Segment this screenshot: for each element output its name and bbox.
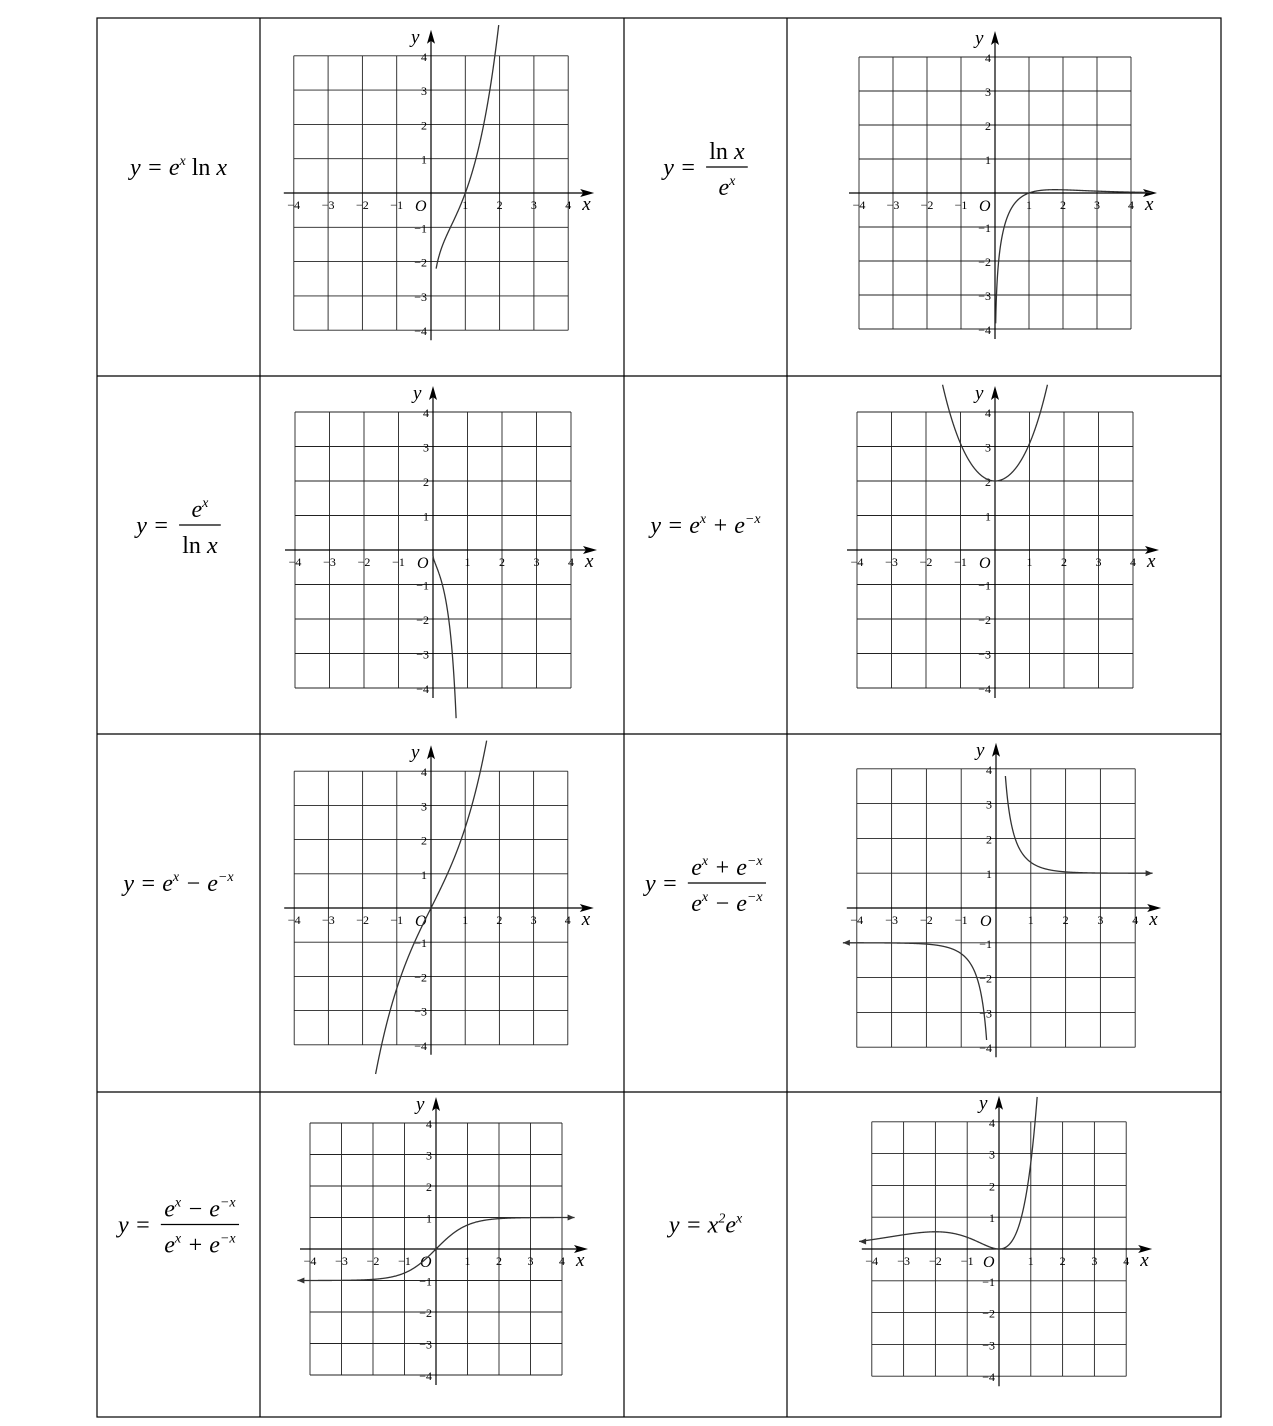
x-tick-label: −4 (303, 1254, 317, 1268)
superscript: x (701, 890, 709, 905)
y-tick-label: −4 (978, 682, 991, 696)
superscript: x (202, 496, 209, 511)
y-tick-label: −1 (414, 936, 427, 951)
row2-left-graph (285, 383, 597, 718)
x-tick-label: −1 (390, 913, 404, 927)
x-tick-label: 3 (533, 555, 540, 569)
x-tick-label: −3 (886, 198, 900, 212)
formula-numerator (191, 496, 209, 523)
formula-text (667, 1212, 743, 1239)
formula-part: − e (181, 1196, 220, 1223)
formula-part: ln (185, 155, 217, 181)
y-tick-label: −3 (979, 1006, 992, 1021)
formula-part: ln (709, 139, 734, 165)
y-tick-label: 4 (986, 762, 992, 777)
y-tick-label: −1 (414, 221, 427, 236)
x-tick-label: 4 (1132, 913, 1139, 927)
y-tick-label: 1 (989, 1211, 995, 1226)
curve-arrowhead (568, 1215, 575, 1221)
x-tick-label: 3 (530, 198, 537, 212)
y-tick-label: 4 (426, 1117, 432, 1131)
formula-part: + e (708, 855, 747, 881)
y-tick-label: −3 (419, 1337, 432, 1352)
y-tick-label: −4 (979, 1041, 992, 1056)
curve-arrowhead (843, 940, 850, 946)
y-tick-label: 3 (989, 1147, 995, 1162)
x-tick-label: −1 (954, 198, 968, 212)
row3-left-formula (121, 870, 234, 897)
y-axis-label: y (975, 383, 984, 404)
formula-part: x (216, 155, 228, 181)
y-tick-label: 4 (989, 1115, 995, 1130)
x-tick-label: −4 (865, 1254, 879, 1268)
origin-label: O (979, 555, 991, 572)
row2-left-formula (134, 496, 221, 559)
row4-right-formula (667, 1212, 743, 1239)
x-tick-label: −2 (366, 1254, 380, 1268)
formula-part: e (725, 1212, 736, 1239)
x-tick-label: 2 (496, 913, 503, 927)
x-tick-label: −1 (954, 913, 968, 927)
x-axis-label: x (1140, 1250, 1149, 1271)
row1-right-graph (849, 28, 1157, 339)
x-tick-label: 1 (1026, 198, 1032, 212)
formula-part: y = e (129, 155, 180, 181)
formula-part: x (206, 533, 218, 559)
y-tick-label: 4 (421, 765, 427, 780)
table-border (97, 18, 1221, 1417)
x-tick-label: −3 (885, 555, 898, 569)
y-tick-label: 4 (421, 49, 427, 64)
x-tick-label: 2 (1060, 198, 1066, 212)
formula-denominator (718, 174, 736, 201)
x-tick-label: 3 (1097, 913, 1104, 927)
x-tick-label: 3 (527, 1254, 534, 1268)
y-tick-label: −2 (416, 613, 429, 627)
y-axis-label: y (976, 739, 985, 761)
row1-left-graph (284, 25, 594, 340)
x-tick-label: 4 (1128, 198, 1134, 212)
x-tick-label: 2 (1062, 913, 1069, 927)
row1-left-formula (128, 154, 227, 181)
x-tick-label: 4 (1123, 1254, 1130, 1268)
curve-arrowhead (859, 1238, 866, 1244)
x-tick-label: 3 (1095, 555, 1102, 569)
origin-label: O (415, 198, 427, 215)
x-tick-label: −2 (929, 1254, 942, 1268)
x-tick-label: −2 (920, 913, 933, 927)
superscript: x (174, 1231, 182, 1247)
y-axis-label: y (413, 383, 422, 404)
x-tick-label: 4 (1130, 555, 1136, 569)
y-tick-label: −3 (982, 1338, 995, 1353)
x-tick-label: 1 (462, 913, 469, 927)
superscript: 2 (718, 1211, 726, 1227)
y-tick-label: −1 (416, 578, 429, 593)
x-tick-label: −2 (357, 555, 371, 569)
x-tick-label: 1 (1026, 555, 1033, 569)
x-tick-label: 1 (1027, 913, 1034, 927)
formula-text (648, 512, 761, 539)
y-tick-label: −4 (982, 1370, 995, 1385)
superscript: −x (219, 1231, 236, 1247)
superscript: −x (746, 854, 763, 869)
row3-left-graph (284, 741, 594, 1074)
y-tick-label: −3 (414, 1004, 427, 1019)
y-tick-label: −1 (982, 1274, 995, 1289)
y-tick-label: −4 (419, 1369, 432, 1383)
y-tick-label: −4 (416, 682, 429, 696)
y-tick-label: 3 (421, 84, 427, 99)
row3-right-formula (643, 854, 766, 917)
x-tick-label: −2 (356, 913, 369, 927)
x-tick-label: −3 (897, 1254, 910, 1268)
y-tick-label: −2 (978, 255, 991, 269)
x-tick-label: −4 (850, 913, 864, 927)
y-tick-label: 3 (986, 797, 992, 812)
formula-part: e (718, 175, 730, 201)
x-tick-label: 1 (464, 1254, 471, 1268)
x-tick-label: 2 (496, 1254, 502, 1268)
formula-lhs: y = (663, 155, 697, 181)
y-tick-label: −4 (414, 324, 427, 339)
formula-part: − e (179, 871, 218, 897)
formula-denominator (164, 1232, 236, 1259)
row1-right-formula (661, 139, 748, 201)
x-tick-label: −4 (852, 198, 866, 212)
x-tick-label: 1 (1027, 1254, 1034, 1268)
function-curve (1005, 776, 1152, 873)
x-tick-label: −4 (287, 198, 301, 212)
y-axis-label: y (411, 742, 420, 764)
origin-label: O (979, 198, 991, 215)
y-tick-label: 1 (985, 153, 991, 167)
y-tick-label: 1 (986, 867, 992, 882)
x-axis-label: x (1145, 194, 1154, 215)
x-tick-label: 3 (530, 913, 537, 927)
x-tick-label: −1 (954, 555, 967, 569)
y-tick-label: 4 (985, 51, 991, 65)
y-tick-label: 2 (985, 475, 991, 489)
x-tick-label: 4 (565, 198, 572, 212)
y-tick-label: 1 (423, 509, 429, 524)
formula-part: y = e (650, 513, 700, 539)
y-tick-label: −2 (979, 971, 992, 986)
y-tick-label: 2 (423, 475, 429, 489)
x-tick-label: −4 (288, 555, 302, 569)
function-curve (433, 556, 456, 718)
y-tick-label: −2 (414, 255, 427, 270)
superscript: x (699, 512, 707, 527)
x-tick-label: −3 (335, 1254, 348, 1268)
y-tick-label: −3 (978, 647, 991, 662)
y-tick-label: 1 (421, 867, 427, 882)
superscript: x (174, 1195, 182, 1211)
origin-label: O (980, 913, 992, 930)
x-tick-label: −3 (885, 913, 898, 927)
y-axis-label: y (416, 1094, 425, 1115)
formula-part: − e (708, 891, 747, 917)
y-tick-label: 3 (426, 1148, 432, 1163)
y-axis-label: y (975, 28, 984, 49)
y-tick-label: 3 (423, 440, 429, 455)
function-curve (859, 1097, 1037, 1249)
formula-numerator (709, 139, 745, 165)
x-axis-label: x (582, 194, 591, 215)
origin-label: O (417, 555, 429, 572)
origin-label: O (415, 913, 427, 930)
x-tick-label: 4 (568, 555, 574, 569)
formula-part: e (164, 1232, 175, 1259)
formula-part: y = e (123, 871, 173, 897)
formula-part: ln (182, 533, 207, 559)
y-tick-label: 1 (421, 152, 427, 167)
x-axis-label: x (1149, 909, 1158, 930)
y-tick-label: −1 (978, 578, 991, 593)
y-axis-label: y (411, 26, 420, 48)
x-tick-label: 2 (496, 198, 503, 212)
y-tick-label: 4 (985, 406, 991, 420)
y-tick-label: −1 (979, 936, 992, 951)
x-tick-label: 1 (464, 555, 471, 569)
x-tick-label: 3 (1094, 198, 1100, 212)
y-tick-label: 4 (423, 406, 429, 420)
formula-part: + e (181, 1232, 220, 1259)
y-tick-label: −3 (978, 289, 991, 303)
superscript: −x (744, 512, 761, 527)
x-tick-label: 2 (1059, 1254, 1066, 1268)
y-tick-label: −3 (414, 289, 427, 304)
row3-right-graph (843, 740, 1161, 1057)
formula-lhs: y = (136, 513, 170, 539)
y-tick-label: −3 (416, 647, 429, 662)
x-axis-label: x (581, 909, 591, 930)
formula-text (121, 870, 234, 897)
y-tick-label: 3 (985, 85, 991, 99)
x-axis-label: x (576, 1250, 585, 1271)
y-tick-label: 3 (985, 440, 991, 455)
x-tick-label: −4 (850, 555, 864, 569)
x-tick-label: −2 (919, 555, 933, 569)
y-tick-label: 3 (421, 799, 427, 814)
superscript: −x (219, 1195, 236, 1211)
formula-denominator (182, 533, 218, 559)
y-tick-label: −2 (982, 1306, 995, 1321)
superscript: x (735, 1211, 743, 1227)
formula-numerator (691, 854, 763, 881)
superscript: −x (217, 870, 234, 885)
formula-denominator (691, 890, 763, 917)
formula-part: x (733, 139, 745, 165)
row4-left-formula (116, 1196, 239, 1259)
x-tick-label: 4 (564, 913, 571, 927)
formula-lhs: y = (117, 1212, 151, 1239)
x-tick-label: −3 (322, 913, 335, 927)
x-tick-label: −3 (321, 198, 335, 212)
y-tick-label: 2 (421, 118, 427, 133)
x-tick-label: −3 (323, 555, 336, 569)
formula-part: e (191, 497, 203, 523)
y-tick-label: 1 (985, 509, 991, 524)
x-tick-label: −1 (392, 555, 405, 569)
y-tick-label: −4 (978, 323, 991, 337)
curve-arrowhead (1146, 870, 1153, 876)
formula-part: + e (706, 513, 745, 539)
y-tick-label: 2 (985, 119, 991, 133)
formula-part: e (691, 891, 702, 917)
origin-label: O (983, 1254, 995, 1271)
row2-right-formula (648, 512, 761, 539)
y-tick-label: −4 (414, 1038, 427, 1053)
row4-right-graph (859, 1093, 1152, 1386)
y-tick-label: −2 (978, 613, 991, 627)
superscript: x (729, 174, 736, 189)
x-axis-label: x (1147, 551, 1156, 572)
y-tick-label: 1 (426, 1211, 432, 1226)
y-tick-label: −2 (419, 1306, 432, 1320)
x-tick-label: 2 (1061, 555, 1067, 569)
curve-arrowhead (297, 1277, 304, 1283)
formula-numerator (164, 1196, 236, 1223)
table-grid (97, 18, 1221, 1417)
function-curve (436, 25, 499, 269)
x-tick-label: −2 (920, 198, 934, 212)
formula-text (128, 154, 227, 181)
origin-label: O (420, 1254, 432, 1271)
x-tick-label: 1 (462, 198, 469, 212)
y-tick-label: −1 (419, 1274, 432, 1289)
x-tick-label: 4 (559, 1254, 565, 1268)
superscript: x (172, 870, 180, 885)
x-tick-label: 3 (1091, 1254, 1098, 1268)
y-tick-label: 2 (989, 1179, 995, 1194)
row2-right-graph (847, 383, 1159, 698)
superscript: x (701, 854, 709, 869)
x-tick-label: −1 (960, 1254, 974, 1268)
formula-lhs: y = (644, 871, 678, 897)
formula-part: e (164, 1196, 175, 1223)
y-tick-label: 2 (421, 833, 427, 848)
superscript: x (179, 154, 186, 169)
x-tick-label: −4 (287, 913, 301, 927)
x-tick-label: 2 (499, 555, 505, 569)
y-axis-label: y (979, 1092, 988, 1114)
y-tick-label: 2 (426, 1180, 432, 1194)
y-tick-label: 2 (986, 832, 992, 847)
function-curve (843, 943, 987, 1040)
y-tick-label: −1 (978, 221, 991, 235)
x-tick-label: −2 (356, 198, 369, 212)
x-tick-label: −1 (398, 1254, 411, 1268)
row4-left-graph (297, 1094, 588, 1385)
y-tick-label: −2 (414, 970, 427, 985)
x-tick-label: −1 (390, 198, 404, 212)
formula-part: y = x (668, 1212, 719, 1239)
x-axis-label: x (585, 551, 594, 572)
formula-part: e (691, 855, 702, 881)
superscript: −x (746, 890, 763, 905)
